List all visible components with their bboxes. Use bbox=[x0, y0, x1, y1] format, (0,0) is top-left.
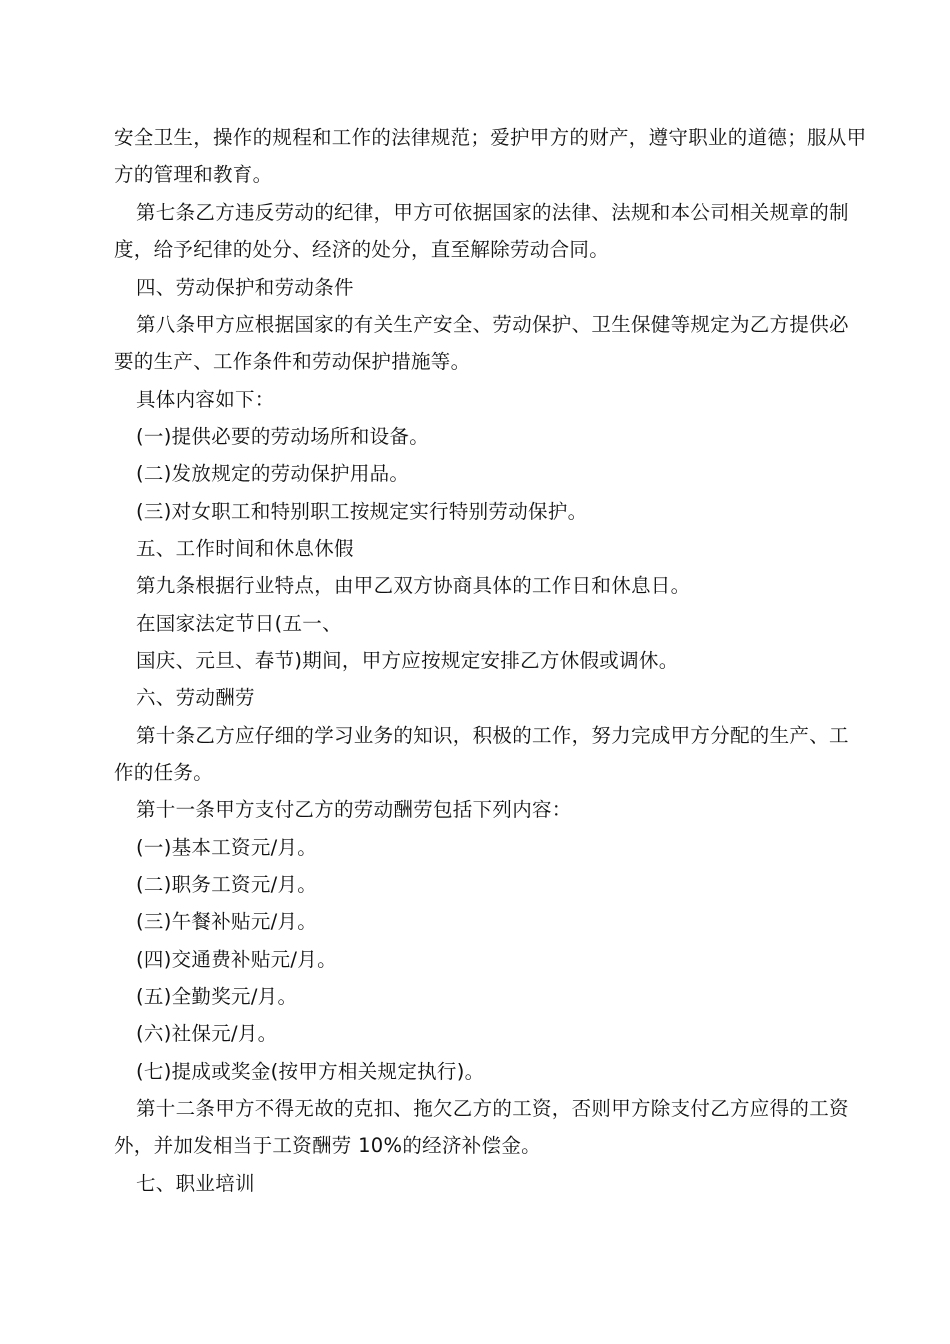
paragraph-line: 安全卫生，操作的规程和工作的法律规范；爱护甲方的财产，遵守职业的道德；服从甲 bbox=[114, 126, 867, 149]
list-item: (三)午餐补贴元/月。 bbox=[136, 910, 318, 933]
paragraph-line: 国庆、元旦、春节)期间，甲方应按规定安排乙方休假或调休。 bbox=[136, 649, 679, 672]
paragraph-line: 外，并加发相当于工资酬劳 10%的经济补偿金。 bbox=[114, 1134, 541, 1157]
paragraph-line: 要的生产、工作条件和劳动保护措施等。 bbox=[114, 350, 471, 373]
section-heading: 六、劳动酬劳 bbox=[136, 686, 255, 709]
section-heading: 七、职业培训 bbox=[136, 1172, 255, 1195]
paragraph-line: 第七条乙方违反劳动的纪律，甲方可依据国家的法律、法规和本公司相关规章的制 bbox=[136, 201, 849, 224]
section-heading: 四、劳动保护和劳动条件 bbox=[136, 276, 354, 299]
paragraph-line: 第八条甲方应根据国家的有关生产安全、劳动保护、卫生保健等规定为乙方提供必 bbox=[136, 313, 849, 336]
list-item: (七)提成或奖金(按甲方相关规定执行)。 bbox=[136, 1060, 485, 1083]
list-item: (二)发放规定的劳动保护用品。 bbox=[136, 462, 410, 485]
list-item: (六)社保元/月。 bbox=[136, 1022, 278, 1045]
paragraph-line: 第十条乙方应仔细的学习业务的知识，积极的工作，努力完成甲方分配的生产、工 bbox=[136, 724, 849, 747]
list-item: (五)全勤奖元/月。 bbox=[136, 985, 298, 1008]
section-heading: 五、工作时间和休息休假 bbox=[136, 537, 354, 560]
list-item: (三)对女职工和特别职工按规定实行特别劳动保护。 bbox=[136, 500, 588, 523]
paragraph-line: 第十一条甲方支付乙方的劳动酬劳包括下列内容： bbox=[136, 798, 572, 821]
paragraph-line: 第十二条甲方不得无故的克扣、拖欠乙方的工资，否则甲方除支付乙方应得的工资 bbox=[136, 1097, 849, 1120]
list-item: (二)职务工资元/月。 bbox=[136, 873, 318, 896]
list-item: (一)提供必要的劳动场所和设备。 bbox=[136, 425, 430, 448]
paragraph-line: 具体内容如下： bbox=[136, 388, 275, 411]
paragraph-line: 第九条根据行业特点，由甲乙双方协商具体的工作日和休息日。 bbox=[136, 574, 691, 597]
paragraph-line: 作的任务。 bbox=[114, 761, 214, 784]
list-item: (四)交通费补贴元/月。 bbox=[136, 948, 337, 971]
paragraph-line: 度，给予纪律的处分、经济的处分，直至解除劳动合同。 bbox=[114, 238, 610, 261]
list-item: (一)基本工资元/月。 bbox=[136, 836, 318, 859]
paragraph-line: 方的管理和教育。 bbox=[114, 163, 273, 186]
paragraph-line: 在国家法定节日(五一、 bbox=[136, 612, 342, 635]
